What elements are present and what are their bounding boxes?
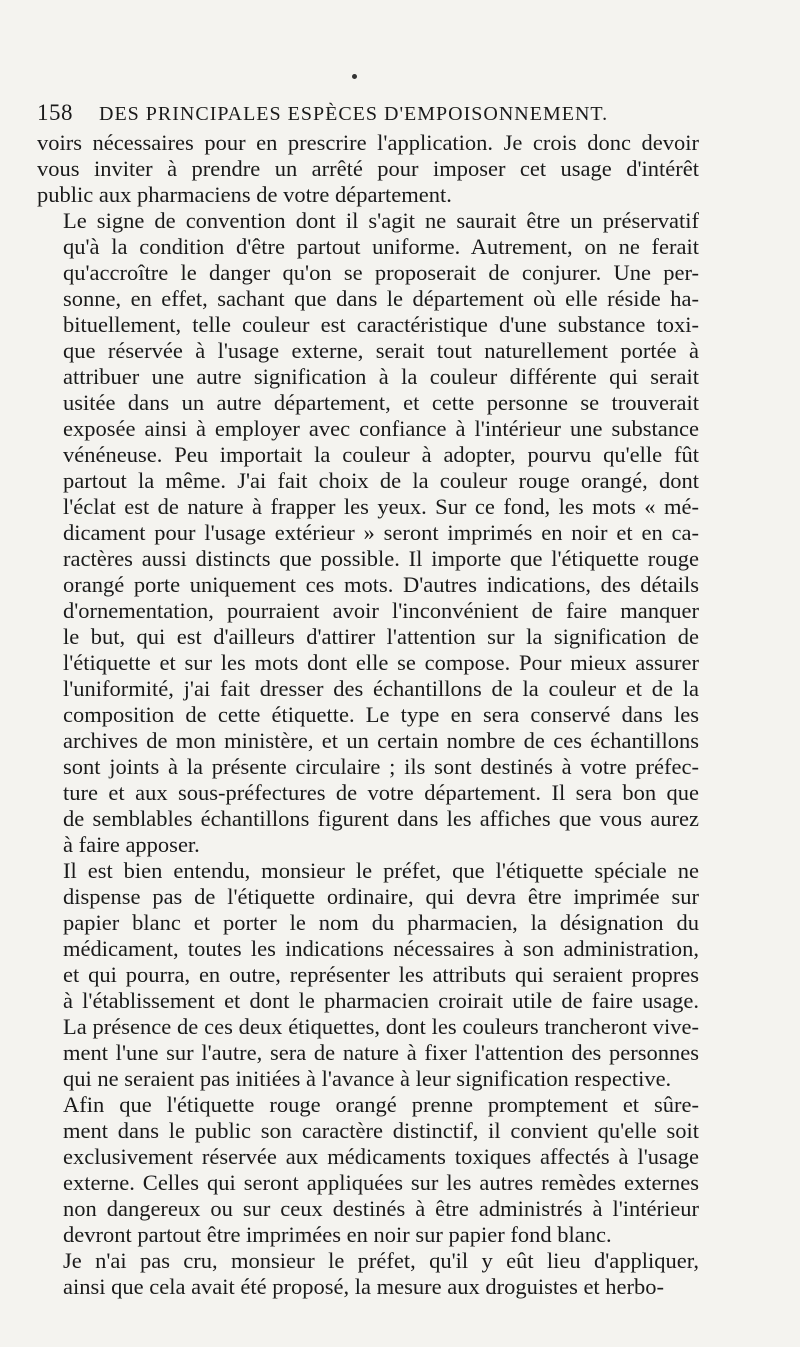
text-line: de semblables échantillons figurent dans les affiches que vous aurez — [63, 806, 699, 831]
text-line: usitée dans un autre département, et cette personne se trouverait — [63, 390, 699, 415]
text-line: à faire apposer. — [63, 832, 200, 857]
text-line: non dangereux ou sur ceux destinés à être administrés à l'intérieur — [63, 1196, 699, 1221]
paragraph — [37, 858, 699, 1092]
text-line: voirs nécessaires pour en prescrire l'application. Je crois donc devoir — [37, 130, 699, 155]
text-line: vous inviter à prendre un arrêté pour imposer cet usage d'intérêt — [37, 156, 699, 181]
text-line: l'uniformité, j'ai fait dresser des échantillons de la couleur et de la — [63, 676, 699, 701]
text-line: sont joints à la présente circulaire ; ils sont destinés à votre préfec- — [63, 754, 699, 779]
text-line: dicament pour l'usage extérieur » seront imprimés en noir et en ca- — [63, 520, 699, 545]
top-dot-mark — [352, 74, 357, 79]
text-line: d'ornementation, pourraient avoir l'inconvénient de faire manquer — [63, 598, 699, 623]
text-line: dispense pas de l'étiquette ordinaire, qui devra être imprimée sur — [63, 884, 699, 909]
paragraph — [37, 130, 699, 208]
text-line: Le signe de convention dont il s'agit ne saurait être un préservatif — [63, 208, 699, 233]
text-line: vénéneuse. Peu importait la couleur à adopter, pourvu qu'elle fût — [63, 442, 699, 467]
page-number: 158 — [37, 100, 73, 125]
text-line: externe. Celles qui seront appliquées sur les autres remèdes externes — [63, 1170, 699, 1195]
text-line: devront partout être imprimées en noir sur papier fond blanc. — [63, 1222, 612, 1247]
text-line: et qui pourra, en outre, représenter les attributs qui seraient propres — [63, 962, 699, 987]
running-title: DES PRINCIPALES ESPÈCES D'EMPOISONNEMENT. — [99, 103, 609, 125]
text-line: Il est bien entendu, monsieur le préfet, que l'étiquette spéciale ne — [63, 858, 699, 883]
paragraph — [37, 1092, 699, 1248]
paragraph — [37, 1248, 699, 1300]
page-header — [37, 100, 700, 126]
text-line: archives de mon ministère, et un certain nombre de ces échantillons — [63, 728, 699, 753]
text-line: qu'accroître le danger qu'on se proposerait de conjurer. Une per- — [63, 260, 699, 285]
text-line: ture et aux sous-préfectures de votre département. Il sera bon que — [63, 780, 699, 805]
text-line: exposée ainsi à employer avec confiance à l'intérieur une substance — [63, 416, 699, 441]
text-line: orangé porte uniquement ces mots. D'autres indications, des détails — [63, 572, 699, 597]
text-line: l'étiquette et sur les mots dont elle se compose. Pour mieux assurer — [63, 650, 699, 675]
text-line: partout la même. J'ai fait choix de la couleur rouge orangé, dont — [63, 468, 699, 493]
text-line: La présence de ces deux étiquettes, dont les couleurs trancheront vive- — [63, 1014, 699, 1039]
text-line: qu'à la condition d'être partout uniforme. Autrement, on ne ferait — [63, 234, 699, 259]
text-line: public aux pharmaciens de votre département. — [37, 182, 452, 207]
text-line: papier blanc et porter le nom du pharmacien, la désignation du — [63, 910, 699, 935]
text-line: ment l'une sur l'autre, sera de nature à fixer l'attention des personnes — [63, 1040, 699, 1065]
text-line: composition de cette étiquette. Le type en sera conservé dans les — [63, 702, 699, 727]
text-line: bituellement, telle couleur est caractéristique d'une substance toxi- — [63, 312, 699, 337]
text-line: exclusivement réservée aux médicaments toxiques affectés à l'usage — [63, 1144, 699, 1169]
text-line: à l'établissement et dont le pharmacien croirait utile de faire usage. — [63, 988, 699, 1013]
text-line: ractères aussi distincts que possible. Il importe que l'étiquette rouge — [63, 546, 699, 571]
text-line: médicament, toutes les indications nécessaires à son administration, — [63, 936, 699, 961]
text-line: l'éclat est de nature à frapper les yeux. Sur ce fond, les mots « mé- — [63, 494, 699, 519]
body-text — [37, 130, 699, 1300]
text-line: le but, qui est d'ailleurs d'attirer l'attention sur la signification de — [63, 624, 699, 649]
text-line: attribuer une autre signification à la couleur différente qui serait — [63, 364, 699, 389]
text-line: Afin que l'étiquette rouge orangé prenne promptement et sûre- — [63, 1092, 699, 1117]
text-line: Je n'ai pas cru, monsieur le préfet, qu'il y eût lieu d'appliquer, — [63, 1248, 699, 1273]
paragraph — [37, 208, 699, 858]
text-line: sonne, en effet, sachant que dans le département où elle réside ha- — [63, 286, 699, 311]
text-line: que réservée à l'usage externe, serait tout naturellement portée à — [63, 338, 699, 363]
text-line: ment dans le public son caractère distinctif, il convient qu'elle soit — [63, 1118, 699, 1143]
text-line: ainsi que cela avait été proposé, la mesure aux droguistes et herbo- — [63, 1274, 665, 1299]
text-line: qui ne seraient pas initiées à l'avance à leur signification respective. — [63, 1066, 672, 1091]
